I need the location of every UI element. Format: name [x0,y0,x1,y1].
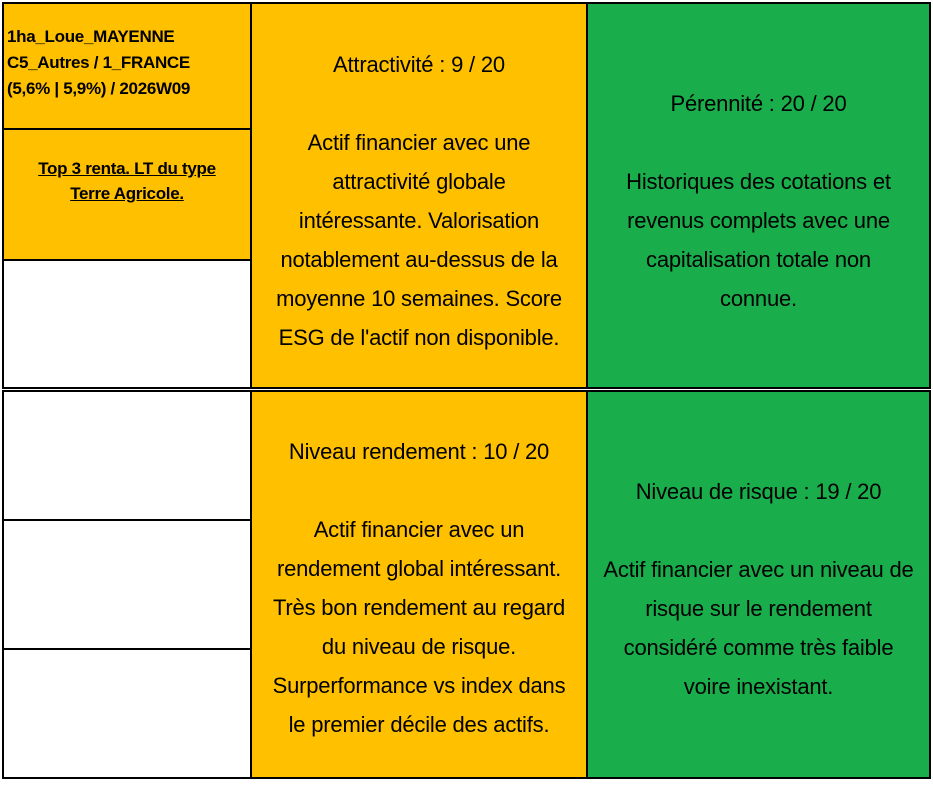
risque-text-line: considéré comme très faible [623,635,894,660]
rendement-text-line: Très bon rendement au regard [273,595,565,620]
attractivite-text-line: attractivité globale [332,169,506,194]
attractivite-text-line: notablement au-dessus de la [280,247,558,272]
asset-info-cell [2,2,252,130]
risque-text-line: Actif financier avec un niveau de [603,557,914,582]
rendement-cell [250,390,588,779]
empty-cell-4 [2,648,252,779]
empty-cell-2 [2,390,252,521]
rendement-text-line: rendement global intéressant. [276,556,562,581]
rendement-text-line: le premier décile des actifs. [288,712,550,737]
attractivite-title: Attractivité : 9 / 20 [333,52,505,77]
attractivite-text-line: moyenne 10 semaines. Score [276,286,562,311]
rendement-title: Niveau rendement : 10 / 20 [288,439,550,464]
perennite-text-line: revenus complets avec une [627,208,890,233]
attractivite-text-line: intéressante. Valorisation [298,208,540,233]
risque-text-line: voire inexistant. [683,674,834,699]
asset-name: 1ha_Loue_MAYENNE [7,27,175,46]
top-rank-cell [2,128,252,261]
perennite-text-line: connue. [720,286,797,311]
empty-cell-3 [2,519,252,650]
asset-rates-week: (5,6% | 5,9%) / 2026W09 [7,79,191,98]
perennite-text-line: Historiques des cotations et [626,169,891,194]
perennite-text-line: capitalisation totale non [646,247,871,272]
rendement-text-line: Actif financier avec un [313,517,525,542]
perennite-cell [586,2,931,389]
asset-category: C5_Autres / 1_FRANCE [7,53,190,72]
top-rank-line1[interactable]: Top 3 renta. LT du type [38,159,216,178]
perennite-title: Pérennité : 20 / 20 [670,91,847,116]
top-rank-line2[interactable]: Terre Agricole. [70,184,184,203]
attractivite-cell [250,2,588,389]
rendement-text-line: du niveau de risque. [321,634,517,659]
risque-text-line: risque sur le rendement [645,596,872,621]
rendement-text-line: Surperformance vs index dans [272,673,566,698]
risque-title: Niveau de risque : 19 / 20 [635,479,882,504]
attractivite-text-line: ESG de l'actif non disponible. [278,325,560,350]
risque-cell [586,390,931,779]
empty-cell-1 [2,259,252,389]
attractivite-text-line: Actif financier avec une [307,130,531,155]
